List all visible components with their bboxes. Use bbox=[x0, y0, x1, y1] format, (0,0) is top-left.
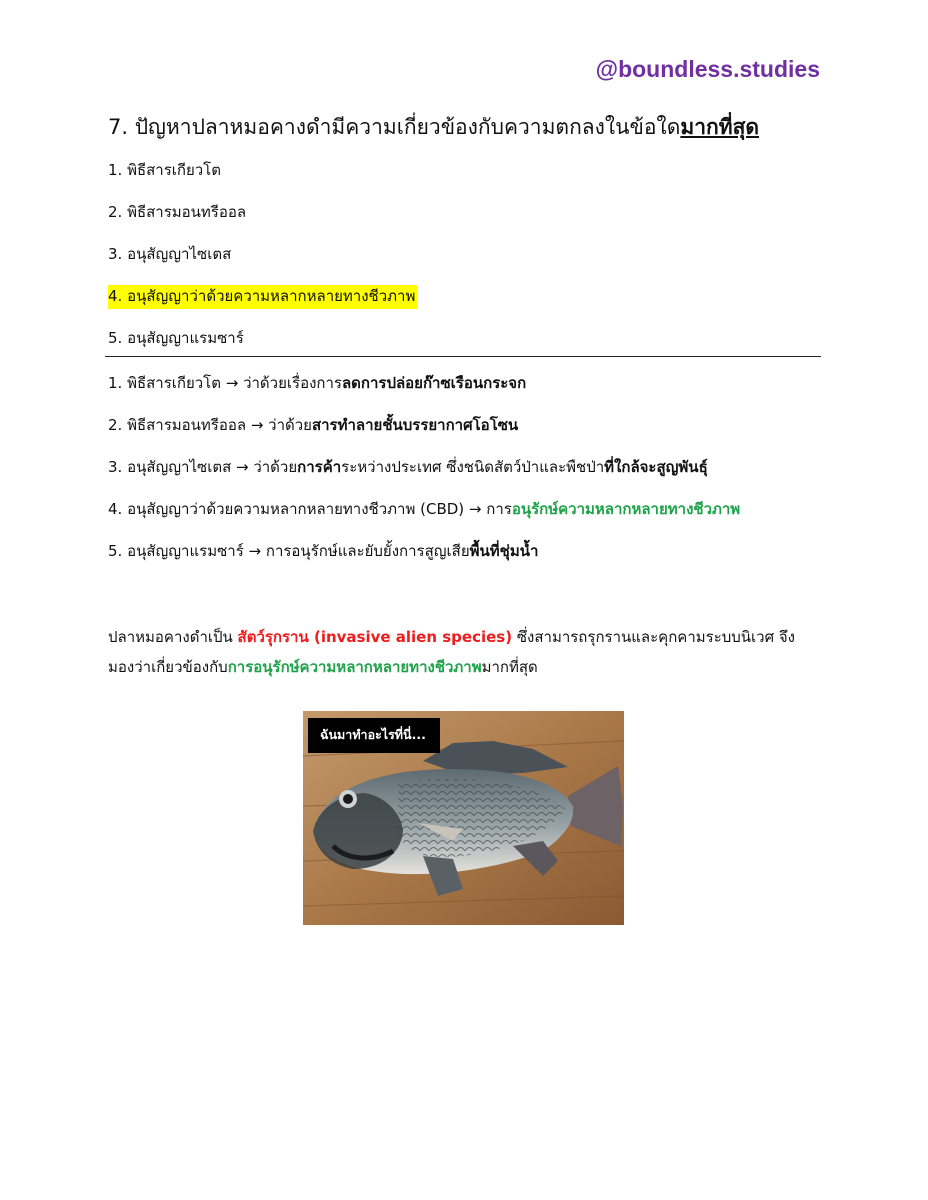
explanation-text: 4. อนุสัญญาว่าด้วยความหลากหลายทางชีวภาพ (CBD) → การ bbox=[108, 500, 512, 518]
explanation-keyword: ลดการปล่อยก๊าซเรือนกระจก bbox=[341, 374, 527, 392]
explanation-list bbox=[108, 373, 820, 583]
question-text: 7. ปัญหาปลาหมอคางดำมีความเกี่ยวข้องกับความตกลงในข้อใด bbox=[108, 115, 681, 139]
summary-text: ปลาหมอคางดำเป็น bbox=[108, 628, 238, 646]
explanation-keyword: การค้า bbox=[297, 458, 342, 476]
choice-item: 2. พิธีสารมอนทรีออล bbox=[108, 203, 247, 221]
summary-green-term: การอนุรักษ์ความหลากหลายทางชีวภาพ bbox=[227, 658, 482, 676]
explanation-text: 2. พิธีสารมอนทรีออล → ว่าด้วย bbox=[108, 416, 312, 434]
fish-photo bbox=[303, 711, 624, 925]
explanation-item bbox=[108, 457, 820, 478]
choice-list bbox=[108, 160, 820, 370]
summary-text: มากที่สุด bbox=[481, 658, 538, 676]
explanation-item bbox=[108, 415, 820, 436]
explanation-item bbox=[108, 499, 820, 520]
explanation-keyword: อนุรักษ์ความหลากหลายทางชีวภาพ bbox=[511, 500, 741, 518]
choice-item: 5. อนุสัญญาแรมซาร์ bbox=[108, 329, 244, 347]
explanation-text: 3. อนุสัญญาไซเตส → ว่าด้วย bbox=[108, 458, 298, 476]
explanation-text: 1. พิธีสารเกียวโต → ว่าด้วยเรื่องการ bbox=[108, 374, 342, 392]
section-divider bbox=[105, 356, 821, 357]
question-title bbox=[108, 112, 828, 142]
explanation-item bbox=[108, 541, 820, 562]
choice-item: 3. อนุสัญญาไซเตส bbox=[108, 245, 232, 263]
summary-red-term: สัตว์รุกราน (invasive alien species) bbox=[237, 628, 513, 646]
choice-item: 1. พิธีสารเกียวโต bbox=[108, 161, 221, 179]
explanation-keyword: ที่ใกล้จะสูญพันธุ์ bbox=[604, 458, 708, 476]
summary-text: ซึ่งสามารถรุกรานและคุกคามระบบนิเวศ จึงมองว่าเกี่ยวข้องกับ bbox=[108, 628, 796, 676]
photo-caption: ฉันมาทำอะไรที่นี่... bbox=[308, 718, 440, 753]
explanation-keyword: สารทำลายชั้นบรรยากาศโอโซน bbox=[311, 416, 519, 434]
choice-item-answer bbox=[108, 286, 820, 307]
explanation-item bbox=[108, 373, 820, 394]
explanation-text: ระหว่างประเทศ ซึ่งชนิดสัตว์ป่าและพืชป่า bbox=[341, 458, 605, 476]
explanation-text: 5. อนุสัญญาแรมซาร์ → การอนุรักษ์และยับยั้งการสูญเสีย bbox=[108, 542, 470, 560]
question-emphasis: มากที่สุด bbox=[680, 115, 760, 139]
brand-handle: @boundless.studies bbox=[595, 56, 820, 82]
summary-paragraph bbox=[108, 622, 820, 682]
answer-highlight: 4. อนุสัญญาว่าด้วยความหลากหลายทางชีวภาพ bbox=[108, 285, 417, 309]
explanation-keyword: พื้นที่ชุ่มน้ำ bbox=[469, 542, 539, 560]
